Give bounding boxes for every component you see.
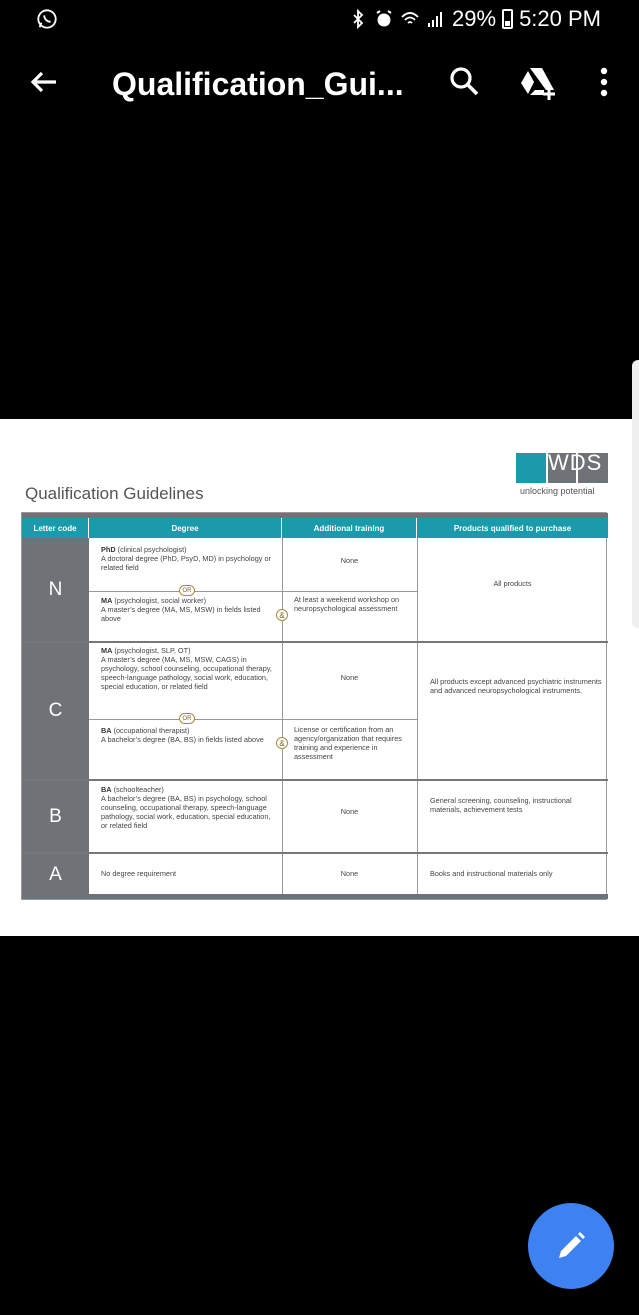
or-connector: OR — [179, 713, 195, 724]
back-arrow-icon[interactable] — [26, 64, 62, 100]
wifi-icon — [400, 9, 420, 29]
code-c: C — [22, 643, 89, 779]
pencil-icon — [554, 1229, 588, 1263]
signal-icon — [426, 9, 446, 29]
tagline: unlocking potential — [520, 486, 595, 496]
and-connector: & — [276, 609, 288, 621]
row-b-training: None — [340, 807, 359, 816]
header-products: Products qualified to purchase — [417, 518, 608, 538]
row-c-training-1: None — [340, 673, 359, 682]
wps-logo — [516, 450, 608, 483]
header-degree: Degree — [89, 518, 282, 538]
battery-icon — [502, 9, 513, 29]
edit-button[interactable] — [528, 1203, 614, 1289]
qualification-table — [21, 512, 607, 900]
add-to-drive-icon[interactable] — [518, 64, 558, 100]
more-options-icon[interactable] — [592, 64, 616, 100]
row-c-degree-2: BA (occupational therapist) A bachelor’s degree (BA, BS) in fields listed above — [101, 726, 264, 744]
search-icon[interactable] — [447, 64, 481, 98]
code-a: A — [22, 854, 89, 895]
app-bar — [0, 48, 639, 128]
row-c-training-2: License or certification from an agency/organization that requires training and experience in assessment — [294, 725, 402, 761]
row-n-degree-2: MA (psychologist, social worker) A master’s degree (MA, MS, MSW) in fields listed above — [101, 596, 261, 623]
clock: 5:20 PM — [519, 6, 601, 31]
pdf-page[interactable] — [0, 419, 639, 936]
bluetooth-icon — [348, 9, 368, 29]
status-bar — [0, 0, 639, 40]
header-additional-training: Additional training — [282, 518, 417, 538]
code-n: N — [22, 538, 89, 641]
row-c-products: All products except advanced psychiatric instruments and advanced neuropsychological instruments. — [430, 677, 602, 695]
alarm-icon — [374, 9, 394, 29]
page-title: Qualification Guidelines — [25, 484, 204, 503]
row-a-training: None — [340, 869, 359, 878]
row-n-products: All products — [493, 579, 532, 588]
row-b-products: General screening, counseling, instructional materials, achievement tests — [430, 796, 572, 814]
battery-percentage: 29% — [452, 6, 497, 31]
code-b: B — [22, 781, 89, 852]
scroll-handle[interactable] — [632, 360, 639, 628]
row-n-training-1: None — [340, 556, 359, 565]
document-title: Qualification_Gui... — [112, 66, 404, 102]
logo-text: WDS — [548, 450, 603, 475]
row-b-degree: BA (schoolteacher) A bachelor’s degree (BA, BS) in psychology, school counseling, occupational therapy, speech-language pathology, social work, education, special education, or related field — [101, 785, 271, 830]
and-connector: & — [276, 737, 288, 749]
header-letter-code: Letter code — [22, 518, 89, 538]
or-connector: OR — [179, 585, 195, 596]
row-n-degree-1: PhD (clinical psychologist) A doctoral degree (PhD, PsyD, MD) in psychology or related field — [101, 545, 271, 572]
row-n-training-2: At least a weekend workshop on neuropsychological assessment — [294, 595, 400, 613]
whatsapp-icon — [36, 8, 58, 30]
row-c-degree-1: MA (psychologist, SLP, OT) A master’s degree (MA, MS, MSW, CAGS) in psychology, school counseling, occupational therapy, speech-language pathology, social work, education, special education, or related field — [101, 646, 272, 691]
row-a-degree: No degree requirement — [101, 869, 177, 878]
row-a-products: Books and instructional materials only — [430, 869, 553, 878]
